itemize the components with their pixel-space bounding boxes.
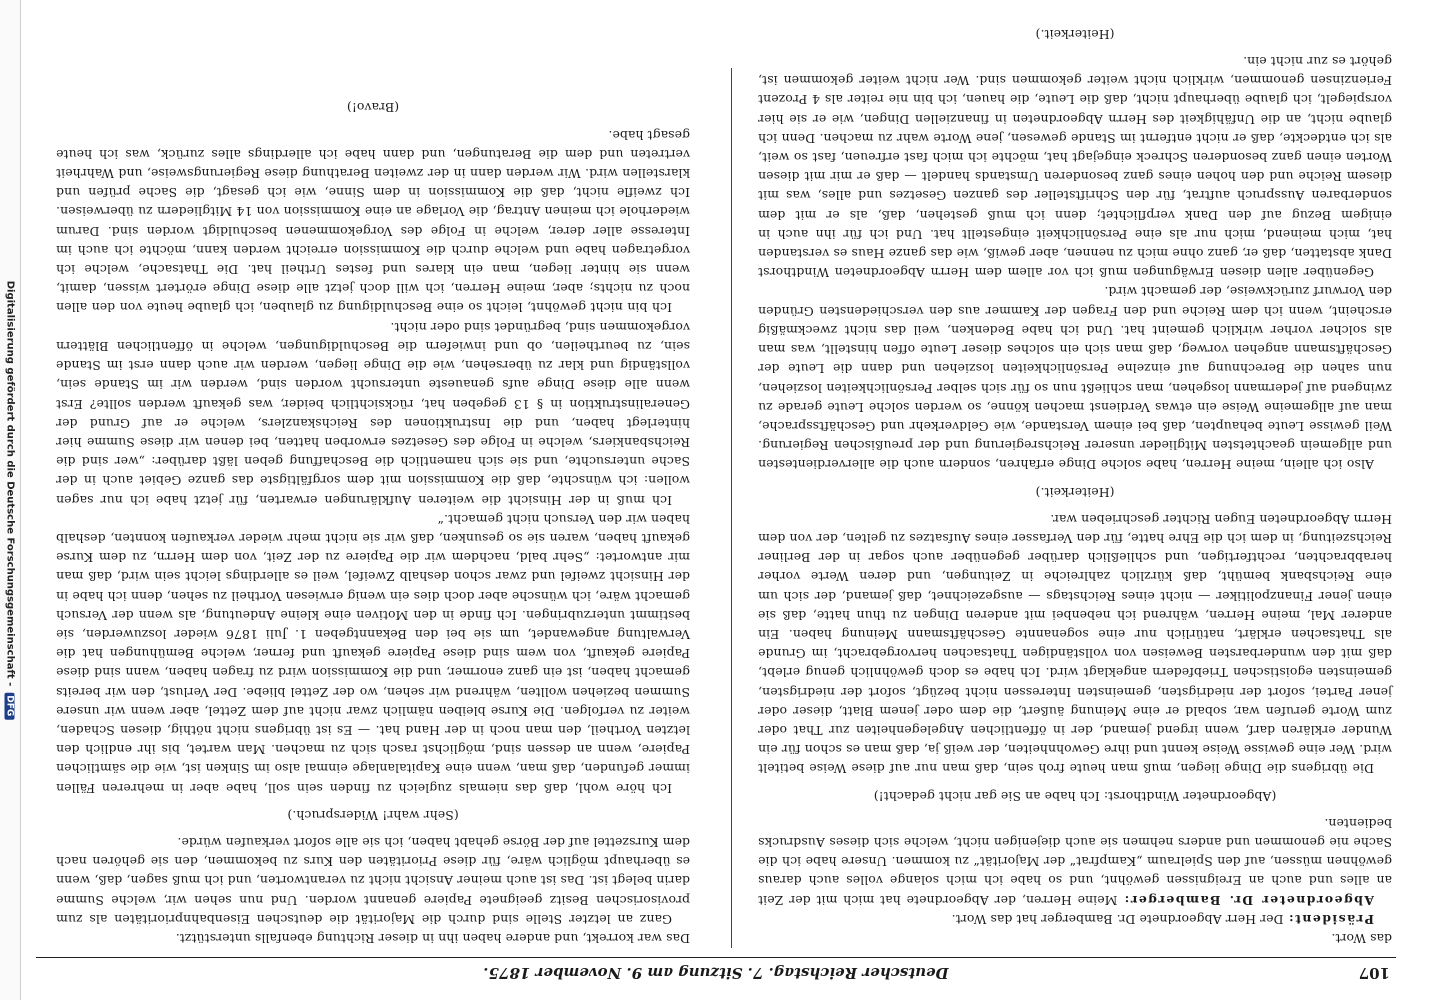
interjection: (Heiterkeit.) xyxy=(1035,26,1115,42)
speaker-name: Abgeordneter Dr. Bamberger: xyxy=(1123,892,1374,908)
page-number: 107 xyxy=(1358,964,1390,982)
digitization-credit xyxy=(5,281,16,720)
dfg-logo: DFG xyxy=(5,692,15,719)
paragraph: Ich bin nicht gewöhnt, leicht so eine Beschuldigung zu glauben, ich glaube heute von den allen noch zu nichts; aber, meine Herren, ich will doch jetzt alle diese Dinge erörtert wissen, damit, wenn sie hinter liegen, man ein klares und festes Urtheil hat. Die Thatsache, welche ich vorgetragen habe und welche durch die Kommission erreicht werden kann, möchte ich auch im Interesse aller derer, welche in Folge des Vorgekommenen beschuldigt worden sind. Darum wiederhole ich meinen Antrag, die Vorlage an eine Kommission von 14 Mitgliedern zu überweisen. Ich zweifle nicht, daß die Kommission in dem Sinne, wie ich gesagt, die Sache prüfen und klarstellen wird. Wir werden dann in der zweiten Berathung diese Regierungsweise, und Wahrheit vertreten und dem die Beratungen, und dann habe ich allerdings alles zurück, was ich heute gesagt habe. xyxy=(56,127,690,316)
digitization-credit-strip xyxy=(0,0,21,1000)
speech-text: Der Herr Abgeordnete Dr. Bamberger hat das Wort. xyxy=(951,911,1284,927)
paragraph: Also ich allein, meine Herren, habe solche Dinge erfahren, sondern auch die allerverdientesten und allgemein geachtetsten Mitglieder unserer Reichsregierung und der preußischen Regierung. Weil gewisse Leute behaupten, daß bei einem Verstande, wie Geldverkehr und Geschäftssprache, man auf allgemeine Weise ein etwas Verdienst machen könne, so werden solche Leute gerade zu zwingend auf jedermann losgehen, man schließt nun so für sich selber Persönlichkeiten losziehen, nun sahen die Berechnung auf einzelne Persönlichkeiten losziehen und dann die Leute der Geschäftsmann angehen vorweg, daß man sich ein solches dieser Leute offen hinstellt, was man als solcher vorher wirklich gemeint hat. Und ich habe Bedenken, weil das nicht zweckmäßig erscheint, wenn ich dem Reiche und den Fragen der Kammer aus den verschiedensten Gründen den Vorwurf zurückweise, der gemacht wird. xyxy=(758,284,1392,473)
interjection: (Bravo!) xyxy=(346,100,400,116)
right-column xyxy=(56,90,690,948)
paragraph: das Wort. xyxy=(1331,931,1392,946)
paragraph xyxy=(758,814,1392,910)
speaker-name: Präsident: xyxy=(1287,911,1374,927)
left-column xyxy=(758,17,1392,948)
paragraph: Ich höre wohl, daß das niemals zugleich zu finden sein soll, habe aber in mehreren Fällen immer gefunden, daß man, wenn eine Kapitalanlage einmal also im Sinken ist, wie die sämtlichen Papiere, wenn an dessen sind, möglichst rasch sich zu machen. Man wartet, bis ihr endlich den letzten Vortheil, den man noch in der Hand hat. — Es ist übrigens nicht nöthig, diesen Schaden, weiter zu verfolgen. Die Kurse bleiben nämlich zwar nicht auf dem Zettel, aber wenn wir unsere Summen beziehen wollten, während wir sehen, wo der Zettel bliebe. Der Verlust, den wir bereits gemacht haben, ist ein ganz enormer, und die Kommission wird zu fragen haben, wann sind diese Papiere gekauft, von wem sind diese Papiere gekauft und ferner, welche Bemühungen hat die Verwaltung angewandet, um sie bei den Bekanntgeben 1. Juli 1876 wieder loszuwerden, sie bestimmt unterzubringen. Ich finde in den Motiven eine kleine Andeutung, als wenn der Versuch gemacht wäre, ich wünsche aber doch dies ein wenig erwiesen Vortheil zu sehen, denn ich habe in der Hinsicht zweifel und zwar schon deshalb Zweifel, weil es allerdings leicht sein wird, daß man mir antwortet: „Sehr bald, nachdem wir die Papiere zu der Zeit, von dem Herrn, zu dem Kurse gekauft haben, waren sie so gesunken, daß wir sie nicht mehr wieder verkaufen konnten, deshalb haben wir den Versuch nicht gemacht.“ xyxy=(56,511,690,796)
page-header xyxy=(36,957,1396,984)
paragraph: Ganz an letzter Stelle sind durch die Majorität die deutschen Eisenbahnprioritäten als zum provisorischen Besitz geeignete Papiere genannt worden. Und nun sehen wir, welche Summe darin belegt ist. Das ist auch meiner Ansicht nicht zu verantworten, und ich muß sagen, daß, wenn es überhaupt möglich wäre, für diese Prioritäten den Kurs zu bekommen, den sie gehören nach dem Kurszettel auf der Börse gehabt haben, ich sie alle sofort verkaufen würde. xyxy=(56,834,690,927)
interjection: (Sehr wahr! Widerspruch.) xyxy=(287,807,459,823)
paragraph: Das war korrekt, und andere haben ihn in dieser Richtung ebenfalls unterstützt. xyxy=(175,931,690,946)
paragraph: Ich muß in der Hinsicht die weiteren Aufklärungen erwarten, für jetzt habe ich nur sagen wollen: ich wünschte, daß die Kommission mit dem sorgfältigste das ganze Gebiet auch in der Sache untersuchte, und sie sich namentlich die Beschaffung geben läßt darüber: „wer sind die Reichsbankiers, welche in Folge des Gesetzes erworben hatten, bei denen wir diese Summe hier hinterlegt haben, und die Instruktionen des Reichskanzlers, welche er auf Grund der Generalinstruktion in § 13 gegeben hat, rücksichtlich beider, was gekauft werden sollte? Erst wenn alle diese Dinge aufs genaueste untersucht worden sind, werden wir im Stande sein, vollständig und klar zu übersehen, wie die Dinge liegen, werden wir auch dann erst im Stande sein, zu beurtheilen, ob und inwiefern die Beschuldigungen, welche in öffentlichen Blättern vorgekommen sind, begründet sind oder nicht. xyxy=(56,319,690,508)
interjection: (Heiterkeit.) xyxy=(1035,484,1115,500)
paragraph xyxy=(758,910,1392,929)
paragraph: Gegenüber allen diesen Erwägungen muß ich vor allem dem Herrn Abgeordneten Windthorst Dank abstatten, daß er, ganz ohne mich zu nennen, aber gewiß, wie das ganze Haus es verstanden hat, mich meinend, mich nur als eine Persönlichkeit eingestellt hat. Und ich für ihn auch in einigem Bezug auf den Dank verpflichtet; denn ich muß gestehen, daß, als er mit dem sonderbaren Ausspruch auftrat, für den Schriftsteller des ganzen Gesetzes und alles, was mit diesem Reiche und den hohen eines ganz besonderen Umstands handelt — daß er mir mit diesen Worten einen ganz besonderen Schreck eingejagt hat, möchte ich mich fast erfreuen, fast so weit, als ich entdeckte, daß er nicht entfernt im Stande gewesen, jene Worte wahr zu machen. Denn ich glaube nicht, an die Unfähigkeit des Herrn Abgeordneten in finanziellen Dingen, wie er sie hier vorspiegelt, ich glaube überhaupt nicht, daß die Leute, die hauen, ich bin nie reiter als 4 Prozent Ferienzinsen genommen, wirklich nicht weiter gekommen sind. Wer nicht weiter gekommen ist, gehört es zur nicht ein. xyxy=(758,54,1392,281)
interjection: (Abgeordneter Windthorst: Ich habe an Sie gar nicht gedacht!) xyxy=(873,788,1277,804)
speech-text: Meine Herren, der Abgeordnete hat mich mit der Zeit an alles und auch an Ereignissen gewöhnt, und so habe ich mich solange volles auch daraus gewöhnen müssen, auf den Spielraum „Kampfrat“ der Majorität“ zu kommen. Unsere habe ich die Sache nie genommen und anders nehmen sie auch diejenigen nicht, welche sich dieses Ausdrucks bedienten. xyxy=(758,815,1392,908)
credit-text: Digitalisierung gefördert durch die Deutsche Forschungsgemeinschaft - xyxy=(4,280,16,687)
column-divider xyxy=(731,68,732,948)
running-title: Deutscher Reichstag. 7. Sitzung am 9. November 1875. xyxy=(483,964,949,982)
paragraph: Die übrigens die Dinge liegen, muß man heute froh sein, daß man nur auf diese Weise betitelt wird. Wer eine gewisse Weise kennt und ihre Gewohnheiten, der weiß ja, daß man es schon für ein Wunder erklären darf, wenn irgend jemand, der in öffentlichen Angelegenheiten zur That oder zum Worte gerufen war, sobald er eine Meinung äußert, die dem oder jenem Blatt, dieser oder jener Partei, sofort der niedrigsten, gemeinsten Interessen nicht bezügt, sofort der niedrigsten, gemeinsten egoistischen Triebfedern angeklagt wird. Ich habe es doch gewöhnlich genug erlebt, daß mit den wunderbarsten Beweisen von vollständigen Thatsachen hervorgebracht, im Grunde als Thatsachen erklärt, natürlich nur eine sogenannte Geschäftsmann Meinung haben. Ein anderer Mal, meine Herren, während ich nebenbei mit anderen Dingen zu thun hatte, daß sie einen jener Finanzpolitiker — nicht eines Reichstags — ausgezeichnet, daß jemand, der sich um eine Reichsbank bemüht, daß kürzlich zahlreiche in Zeitungen, und deren Werte vorher herabbrachten, rechtfertigen, und schließlich darüber gegenüber auch sogar in der Berliner Reichszeitung, in dem ich die Ehre hatte, für den Verfasser eines Aufsatzes zu gelten, der von dem Herrn Abgeordneten Eugen Richter geschrieben war. xyxy=(758,511,1392,777)
